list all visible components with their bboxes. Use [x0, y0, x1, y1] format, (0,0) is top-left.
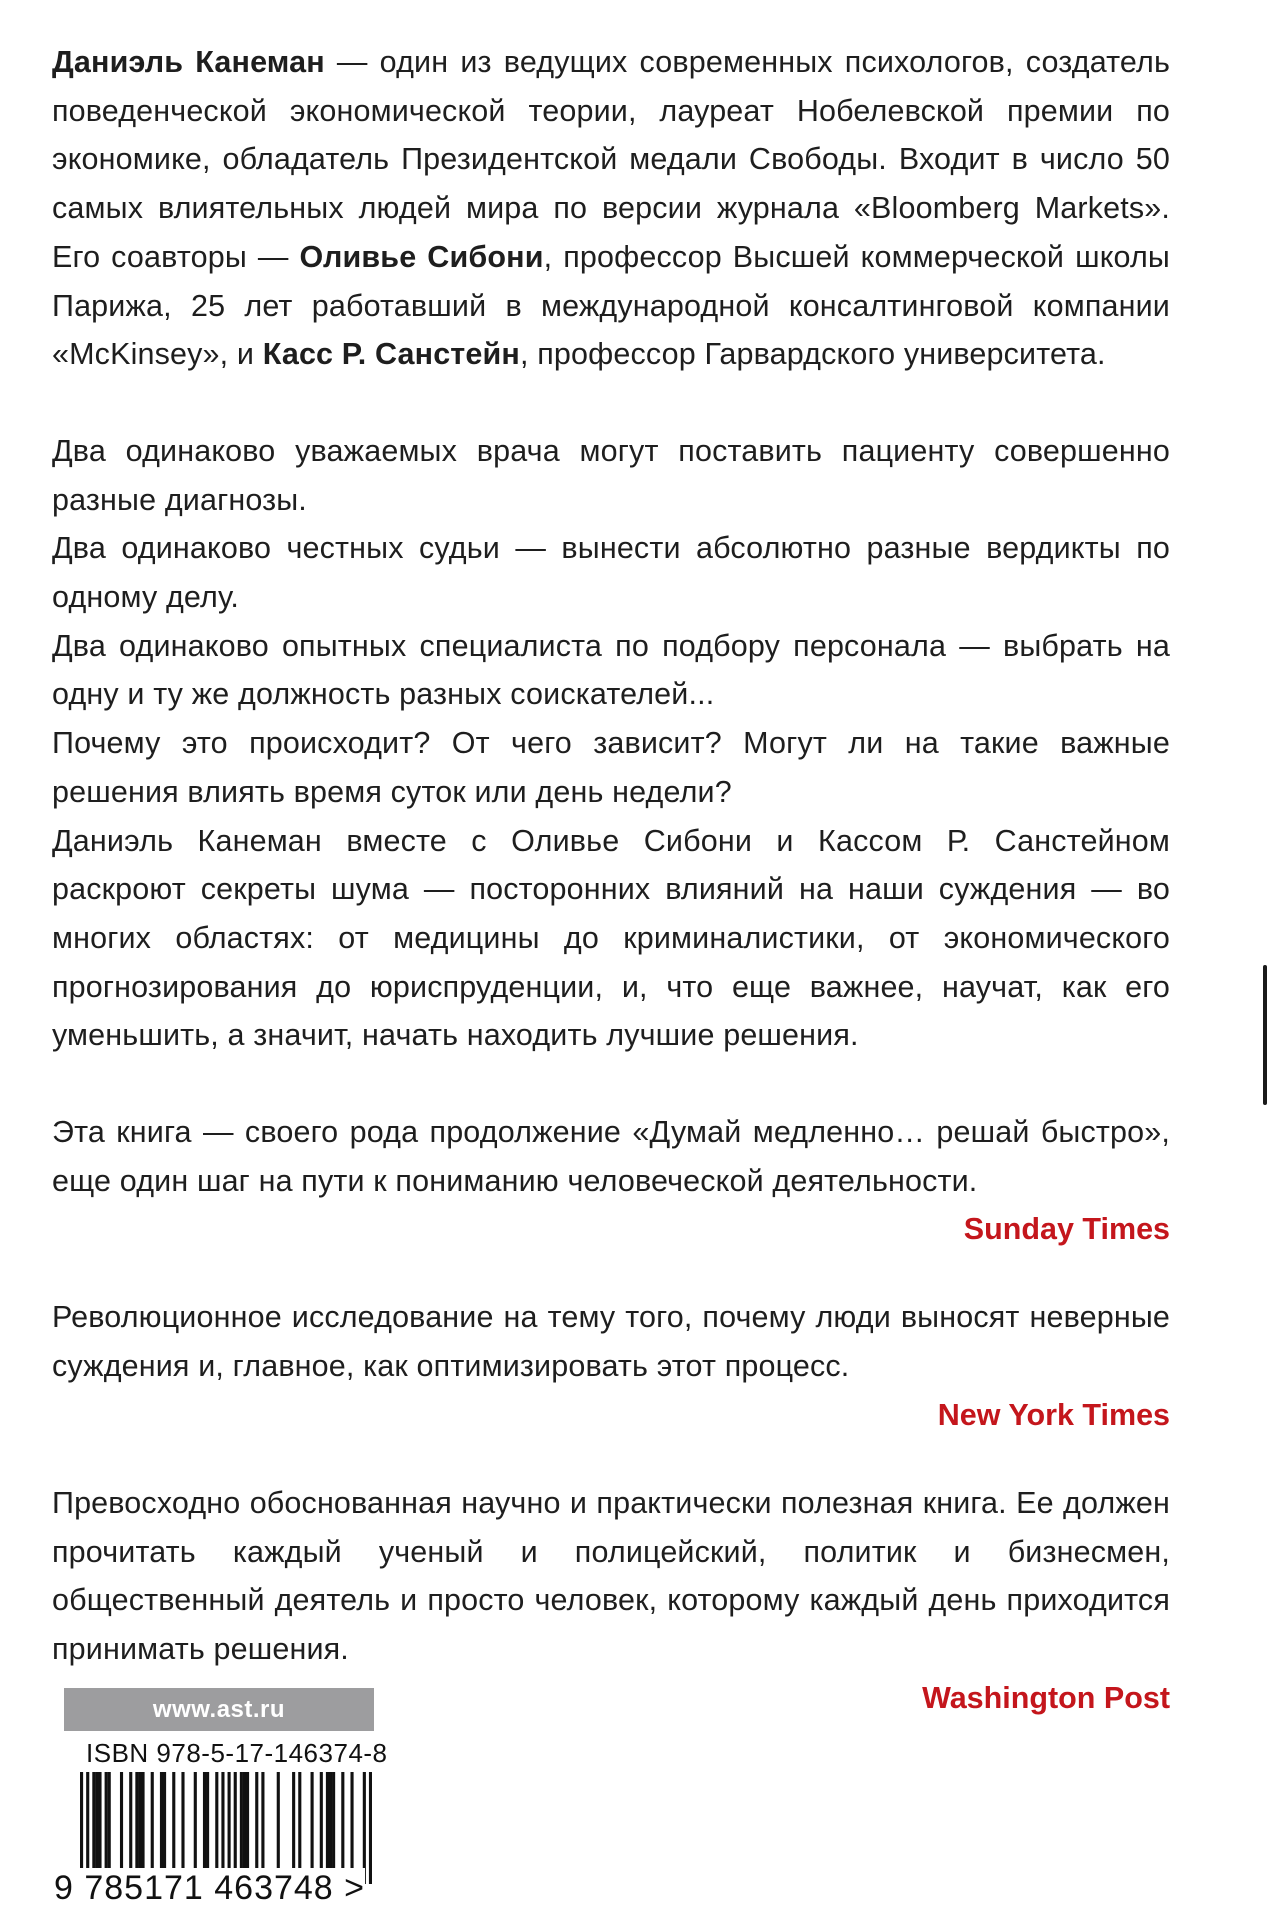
barcode-bar: [138, 1772, 141, 1870]
isbn-label: ISBN 978-5-17-146374-8: [86, 1738, 388, 1768]
barcode-bar: [129, 1772, 132, 1870]
barcode-bar: [329, 1772, 332, 1870]
barcode-bar: [320, 1772, 323, 1870]
author-name-sibony: Оливье Сибони: [299, 239, 544, 274]
barcode-bar: [141, 1772, 144, 1870]
barcode-bar: [95, 1772, 98, 1870]
barcode-bar: [108, 1772, 111, 1870]
review-source-1: Sunday Times: [963, 1212, 1170, 1247]
barcode-bar: [341, 1772, 344, 1870]
barcode-bar: [246, 1772, 249, 1870]
barcode-bar: [261, 1772, 264, 1870]
author-name-sunstein: Касс Р. Санстейн: [262, 337, 520, 372]
barcode-bar: [206, 1772, 209, 1870]
barcode-bar: [135, 1772, 138, 1870]
barcode-bar: [181, 1772, 184, 1870]
review-quote-1: Эта книга — своего рода продолжение «Думай медленно… решай быстро», еще один шаг на пути к пониманию человеческой деятельности.: [52, 1115, 1170, 1198]
barcode-bar: [240, 1772, 243, 1870]
barcode-bar: [311, 1772, 314, 1870]
review-quote-2: Революционное исследование на тему того, почему люди выносят неверные суждения и, главное, как оптимизировать этот процесс.: [52, 1300, 1170, 1384]
barcode-bar: [172, 1772, 175, 1870]
back-cover-text: [52, 38, 1170, 1722]
description-paragraph-3: Два одинаково опытных специалиста по подбору персонала — выбрать на одну и ту же должность разных соискателей...: [52, 628, 1170, 712]
edge-mark: [1263, 965, 1267, 1105]
barcode-digits: 9 785171 463748 >: [54, 1869, 366, 1907]
barcode-bar: [292, 1772, 295, 1870]
barcode-bar: [298, 1772, 301, 1870]
bio-text-1: — один из ведущих современных психологов, создатель поведенческой экономической теории, лауреат Нобелевской премии по экономике, обладатель Президентской медали Свободы. Входит в число 50 самых влиятельных людей мира по версии журнала «Bloomberg Markets». Его соавторы —: [52, 45, 1170, 274]
bio-text-2: , профессор Высшей коммерческой школы Парижа, 25 лет работавший в международной консалтинговой компании «McKinsey», и: [52, 239, 1170, 372]
review-source-2: New York Times: [937, 1397, 1170, 1432]
description-paragraph-1: Два одинаково уважаемых врача могут поставить пациенту совершенно разные диагнозы.: [52, 433, 1170, 517]
barcode-bar: [163, 1772, 166, 1870]
review-source-3: Washington Post: [922, 1680, 1170, 1715]
barcode-bar: [243, 1772, 246, 1870]
barcode-bar: [277, 1772, 280, 1870]
barcode-bar: [203, 1772, 206, 1870]
barcode-bar: [326, 1772, 329, 1870]
description-paragraph-4: Почему это происходит? От чего зависит? Могут ли на такие важные решения влиять время суток или день недели?: [52, 726, 1170, 809]
author-name-kahneman: Даниэль Канеман: [52, 45, 325, 79]
barcode-bar: [92, 1772, 95, 1870]
barcode-bar: [105, 1772, 108, 1870]
author-bio: [52, 38, 1170, 379]
barcode-bar: [255, 1772, 258, 1870]
barcode-bar: [215, 1772, 218, 1870]
barcode-bar: [350, 1772, 353, 1870]
barcode-bar: [332, 1772, 335, 1870]
publisher-website: www.ast.ru: [64, 1688, 374, 1731]
description-paragraph-5: Даниэль Канеман вместе с Оливье Сибони и Кассом Р. Санстейном раскроют секреты шума — посторонних влияний на наши суждения — во многих областях: от медицины до криминалистики, от экономического прогнозирования до юриспруденции, и, что еще важнее, научат, как его уменьшить, а значит, начать находить лучшие решения.: [52, 823, 1170, 1053]
barcode-bar: [234, 1772, 237, 1870]
barcode-bar: [151, 1772, 154, 1870]
review-quote-3: Превосходно обоснованная научно и практически полезная книга. Ее должен прочитать каждый ученый и полицейский, политик и бизнесмен, общественный деятель и просто человек, которому каждый день приходится принимать решения.: [52, 1485, 1170, 1666]
bio-text-3: , профессор Гарвардского университета.: [519, 337, 1106, 372]
barcode-bar: [369, 1772, 372, 1884]
barcode-bar: [120, 1772, 123, 1870]
barcode-bar: [98, 1772, 101, 1870]
description-paragraph-2: Два одинаково честных судьи — вынести абсолютно разные вердикты по одному делу.: [52, 531, 1170, 615]
barcode-bar: [160, 1772, 163, 1870]
barcode-bar: [194, 1772, 197, 1870]
